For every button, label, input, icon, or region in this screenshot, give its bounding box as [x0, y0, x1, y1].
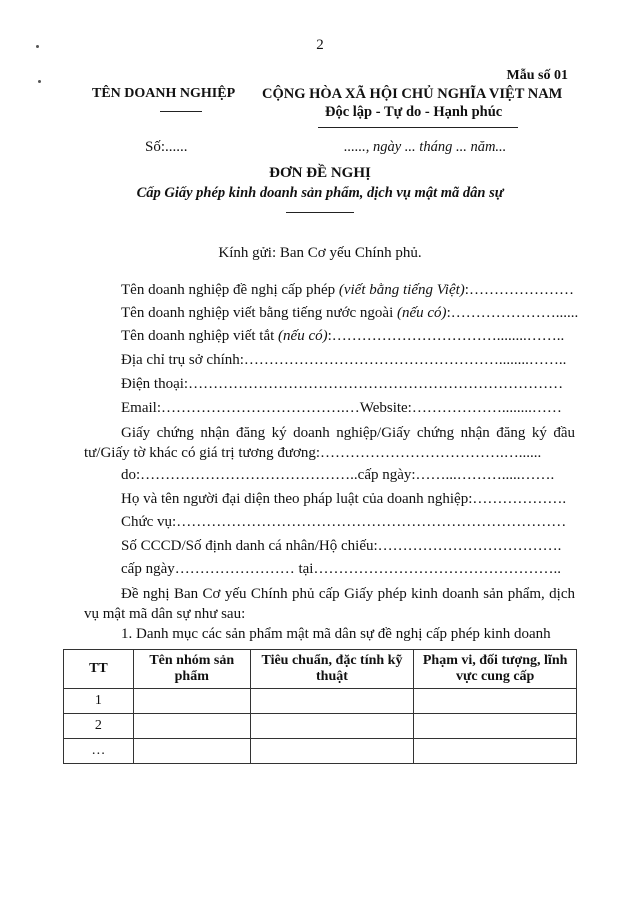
- organization-underline: [160, 111, 202, 112]
- field-email-website: Email:……………………………….…Website:………………........……: [121, 400, 562, 416]
- title-underline: [286, 212, 354, 213]
- field-phone: Điện thoại:…………………………………………………………………: [121, 376, 564, 392]
- table-header: Tiêu chuẩn, đặc tính kỹ thuật: [250, 650, 414, 689]
- table-header: Phạm vi, đối tượng, lĩnh vực cung cấp: [414, 650, 577, 689]
- table-row: [64, 689, 577, 714]
- request-paragraph: Đề nghị Ban Cơ yếu Chính phủ cấp Giấy phép kinh doanh sản phẩm, dịch vụ mật mã dân sự như sau:: [84, 586, 575, 622]
- national-motto: Độc lập - Tự do - Hạnh phúc: [325, 104, 503, 120]
- document-number: Số:......: [145, 139, 188, 155]
- table-cell: [250, 714, 414, 739]
- table-cell: [133, 714, 250, 739]
- table-cell: …: [64, 739, 134, 764]
- table-cell: [133, 739, 250, 764]
- field-dots: :…………………......: [446, 305, 579, 321]
- table-header-row: [64, 650, 577, 689]
- field-representative: Họ và tên người đại diện theo pháp luật của doanh nghiệp:……………….: [121, 491, 567, 507]
- addressee: Kính gửi: Ban Cơ yếu Chính phủ.: [218, 245, 422, 261]
- table-row: [64, 714, 577, 739]
- field-note: (nếu có): [397, 305, 447, 321]
- field-note: (nếu có): [278, 328, 328, 344]
- scan-speck: [38, 80, 41, 83]
- table-row: [64, 739, 577, 764]
- field-certificate: Giấy chứng nhận đăng ký doanh nghiệp/Giấy chứng nhận đăng ký đầu tư/Giấy tờ khác có giá trị tương đương:……………………………….…......: [84, 425, 575, 461]
- table-cell: [250, 739, 414, 764]
- table-cell: [414, 714, 577, 739]
- field-short-name: [121, 328, 564, 345]
- table-header: TT: [64, 650, 134, 689]
- table-cell: 2: [64, 714, 134, 739]
- field-label: Tên doanh nghiệp đề nghị cấp phép: [121, 282, 339, 298]
- date-line: ......, ngày ... tháng ... năm...: [344, 139, 507, 155]
- section-heading: 1. Danh mục các sản phẩm mật mã dân sự đề nghị cấp phép kinh doanh: [121, 626, 551, 642]
- field-dots: :……………………………........……..: [327, 328, 565, 344]
- field-issued-by: do:……………………………………..cấp ngày:……...……….....…….: [121, 467, 555, 483]
- table-header: Tên nhóm sản phẩm: [133, 650, 250, 689]
- table-cell: [414, 689, 577, 714]
- field-vietnamese-name: [121, 282, 574, 299]
- organization-name: TÊN DOANH NGHIỆP: [92, 86, 236, 101]
- table-cell: [414, 739, 577, 764]
- field-position: Chức vụ:……………………………………………………………………: [121, 514, 567, 530]
- form-number: Mẫu số 01: [506, 68, 568, 83]
- national-title: CỘNG HÒA XÃ HỘI CHỦ NGHĨA VIỆT NAM: [262, 86, 563, 102]
- field-dots: :…………………: [464, 282, 574, 298]
- table-cell: [250, 689, 414, 714]
- product-table: [63, 649, 577, 764]
- field-label: Tên doanh nghiệp viết bằng tiếng nước ngoài: [121, 305, 397, 321]
- field-foreign-name: [121, 305, 578, 322]
- field-label: Tên doanh nghiệp viết tắt: [121, 328, 279, 344]
- field-id-number: Số CCCD/Số định danh cá nhân/Hộ chiếu:……………………………….: [121, 538, 562, 554]
- table-cell: [133, 689, 250, 714]
- page-number: 2: [316, 37, 324, 53]
- document-subtitle: Cấp Giấy phép kinh doanh sản phẩm, dịch vụ mật mã dân sự: [136, 185, 504, 201]
- document-title: ĐƠN ĐỀ NGHỊ: [269, 165, 371, 181]
- field-note: (viết bằng tiếng Việt): [338, 282, 465, 298]
- table-cell: 1: [64, 689, 134, 714]
- field-address: Địa chỉ trụ sở chính:……………………………………………........……..: [121, 352, 567, 368]
- field-id-issued: cấp ngày…………………… tại…………………………………………..: [121, 561, 561, 577]
- motto-underline: [318, 127, 518, 128]
